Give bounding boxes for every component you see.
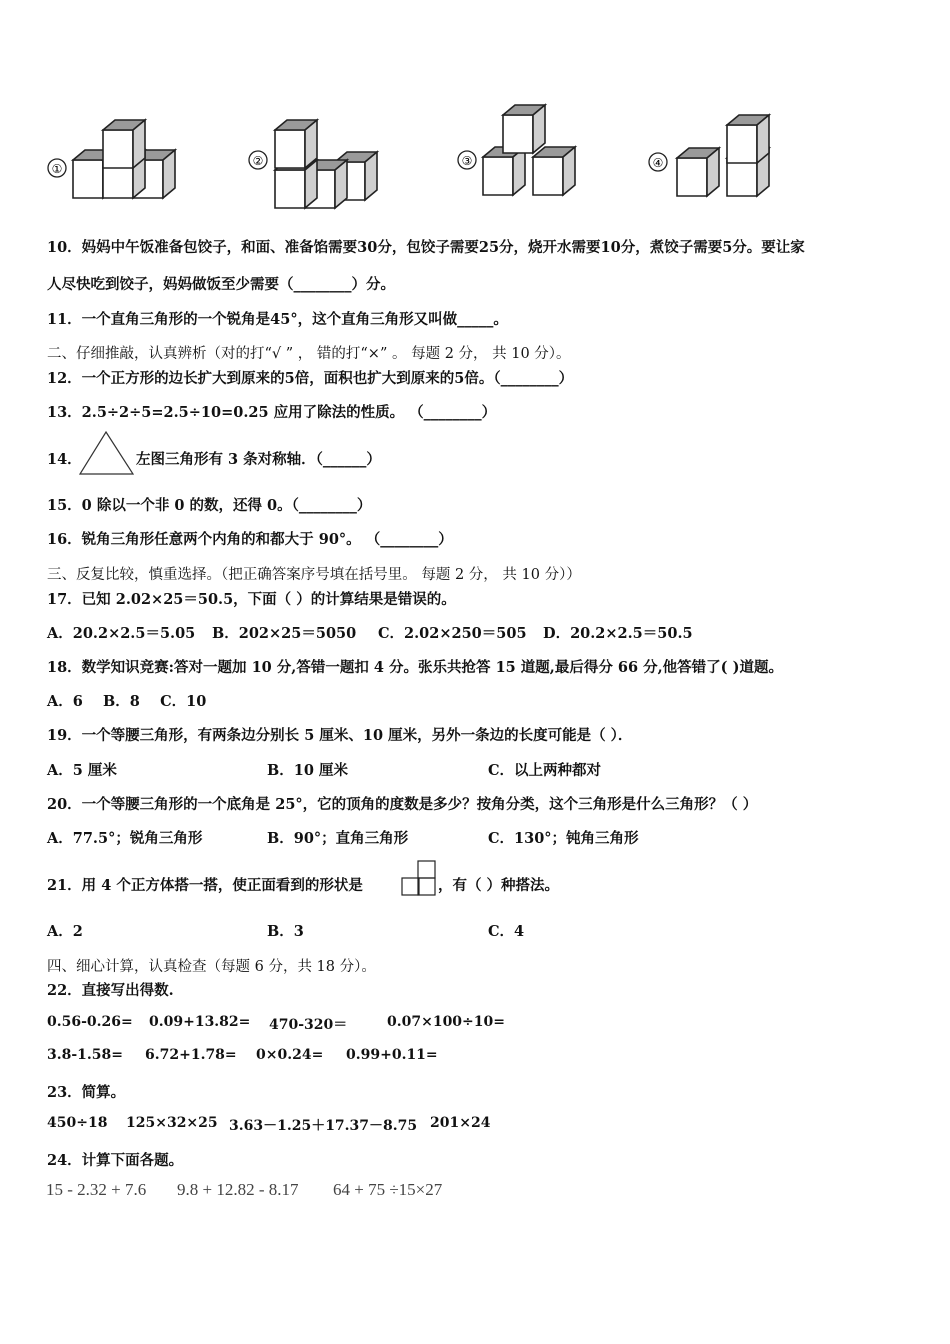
figure-1-label: ① [51, 162, 63, 176]
cube-figures [0, 0, 950, 220]
q17-option-c[interactable]: C．2.02×250＝505 [378, 625, 527, 642]
q12: 12．一个正方形的边长扩大到原来的5倍，面积也扩大到原来的5倍。（________） [47, 370, 574, 387]
section2-heading: 二、仔细推敲，认真辨析（对的打“√ ” ， 错的打“×” 。 每题 2 分， 共 10 分）。 [47, 346, 571, 362]
q22-item: 0×0.24= [256, 1047, 324, 1063]
q16: 16．锐角三角形任意两个内角的和都大于 90°。 （________） [47, 531, 453, 548]
q21-option-a[interactable]: A．2 [47, 923, 83, 940]
q24-stem: 24．计算下面各题。 [47, 1152, 184, 1169]
figure-2 [249, 120, 377, 208]
q23-item: 450÷18 [47, 1115, 108, 1131]
q24-item: 64 + 75 ÷15×27 [333, 1180, 443, 1199]
q24-item: 15 - 2.32 + 7.6 [46, 1180, 147, 1199]
q14-text: 左图三角形有 3 条对称轴．（______） [136, 451, 381, 468]
q10-line1: 10．妈妈中午饭准备包饺子，和面、准备馅需要30分，包饺子需要25分，烧开水需要10分，煮饺子需要5分。要让家 [47, 239, 805, 256]
figure-1 [48, 120, 175, 198]
q18-stem: 18．数学知识竞赛:答对一题加 10 分,答错一题扣 4 分。张乐共抢答 15 道题,最后得分 66 分,他答错了( )道题。 [47, 659, 783, 676]
svg-text:②: ② [252, 154, 264, 168]
q19-stem: 19．一个等腰三角形，有两条边分别长 5 厘米、10 厘米，另外一条边的长度可能是（ ）． [47, 727, 633, 744]
q13: 13．2.5÷2÷5=2.5÷10=0.25 应用了除法的性质。 （________） [47, 404, 497, 421]
q14-triangle [79, 430, 135, 476]
svg-text:④: ④ [652, 156, 664, 170]
q17-stem: 17．已知 2.02×25＝50.5，下面（ ）的计算结果是错误的。 [47, 591, 456, 608]
q22-item: 470-320＝ [269, 1017, 348, 1033]
q11: 11．一个直角三角形的一个锐角是45°，这个直角三角形又叫做_____。 [47, 311, 508, 328]
q22-stem: 22．直接写出得数. [47, 982, 174, 999]
q14-number: 14． [47, 451, 82, 468]
q17-option-a[interactable]: A．20.2×2.5＝5.05 [47, 625, 196, 642]
q21-option-b[interactable]: B．3 [267, 923, 304, 940]
q24-item: 9.8 + 12.82 - 8.17 [177, 1180, 299, 1199]
q19-option-b[interactable]: B．10 厘米 [267, 762, 348, 779]
q19-option-a[interactable]: A．5 厘米 [47, 762, 117, 779]
q23-item: 3.63－1.25＋17.37－8.75 [229, 1118, 418, 1134]
q20-option-b[interactable]: B．90°；直角三角形 [267, 830, 409, 847]
q17-option-b[interactable]: B．202×25＝5050 [212, 625, 357, 642]
q22-item: 6.72+1.78= [145, 1047, 237, 1063]
figure-3 [458, 105, 575, 195]
section4-heading: 四、细心计算，认真检查（每题 6 分，共 18 分）。 [47, 959, 376, 975]
q21-front-view-shape [401, 860, 441, 896]
q21-stem-before: 21．用 4 个正方体搭一搭，使正面看到的形状是 [47, 877, 363, 894]
q19-option-c[interactable]: C．以上两种都对 [488, 762, 602, 779]
q23-item: 125×32×25 [126, 1115, 218, 1131]
q17-option-d[interactable]: D．20.2×2.5＝50.5 [543, 625, 693, 642]
q21-option-c[interactable]: C．4 [488, 923, 525, 940]
q15: 15．0 除以一个非 0 的数，还得 0。（________） [47, 497, 372, 514]
q22-item: 0.09+13.82= [149, 1014, 251, 1030]
figure-4 [649, 115, 769, 196]
q18-options[interactable]: A．6 B．8 C．10 [47, 693, 207, 710]
q23-item: 201×24 [430, 1115, 491, 1131]
q22-item: 0.99+0.11= [346, 1047, 438, 1063]
q20-option-c[interactable]: C．130°；钝角三角形 [488, 830, 639, 847]
q20-stem: 20．一个等腰三角形的一个底角是 25°，它的顶角的度数是多少？按角分类，这个三角形是什么三角形？（ ） [47, 796, 758, 813]
q22-item: 0.56-0.26= [47, 1014, 133, 1030]
q10-line2: 人尽快吃到饺子，妈妈做饭至少需要（________）分。 [47, 276, 395, 293]
q22-item: 0.07×100÷10= [387, 1014, 505, 1030]
q21-stem-after: ，有（ ）种搭法。 [438, 877, 560, 894]
svg-text:③: ③ [461, 154, 473, 168]
q22-item: 3.8-1.58= [47, 1047, 123, 1063]
section3-heading: 三、反复比较，慎重选择。（把正确答案序号填在括号里。 每题 2 分， 共 10 分）） [47, 567, 581, 583]
q20-option-a[interactable]: A．77.5°；锐角三角形 [47, 830, 203, 847]
q23-stem: 23．简算。 [47, 1084, 126, 1101]
